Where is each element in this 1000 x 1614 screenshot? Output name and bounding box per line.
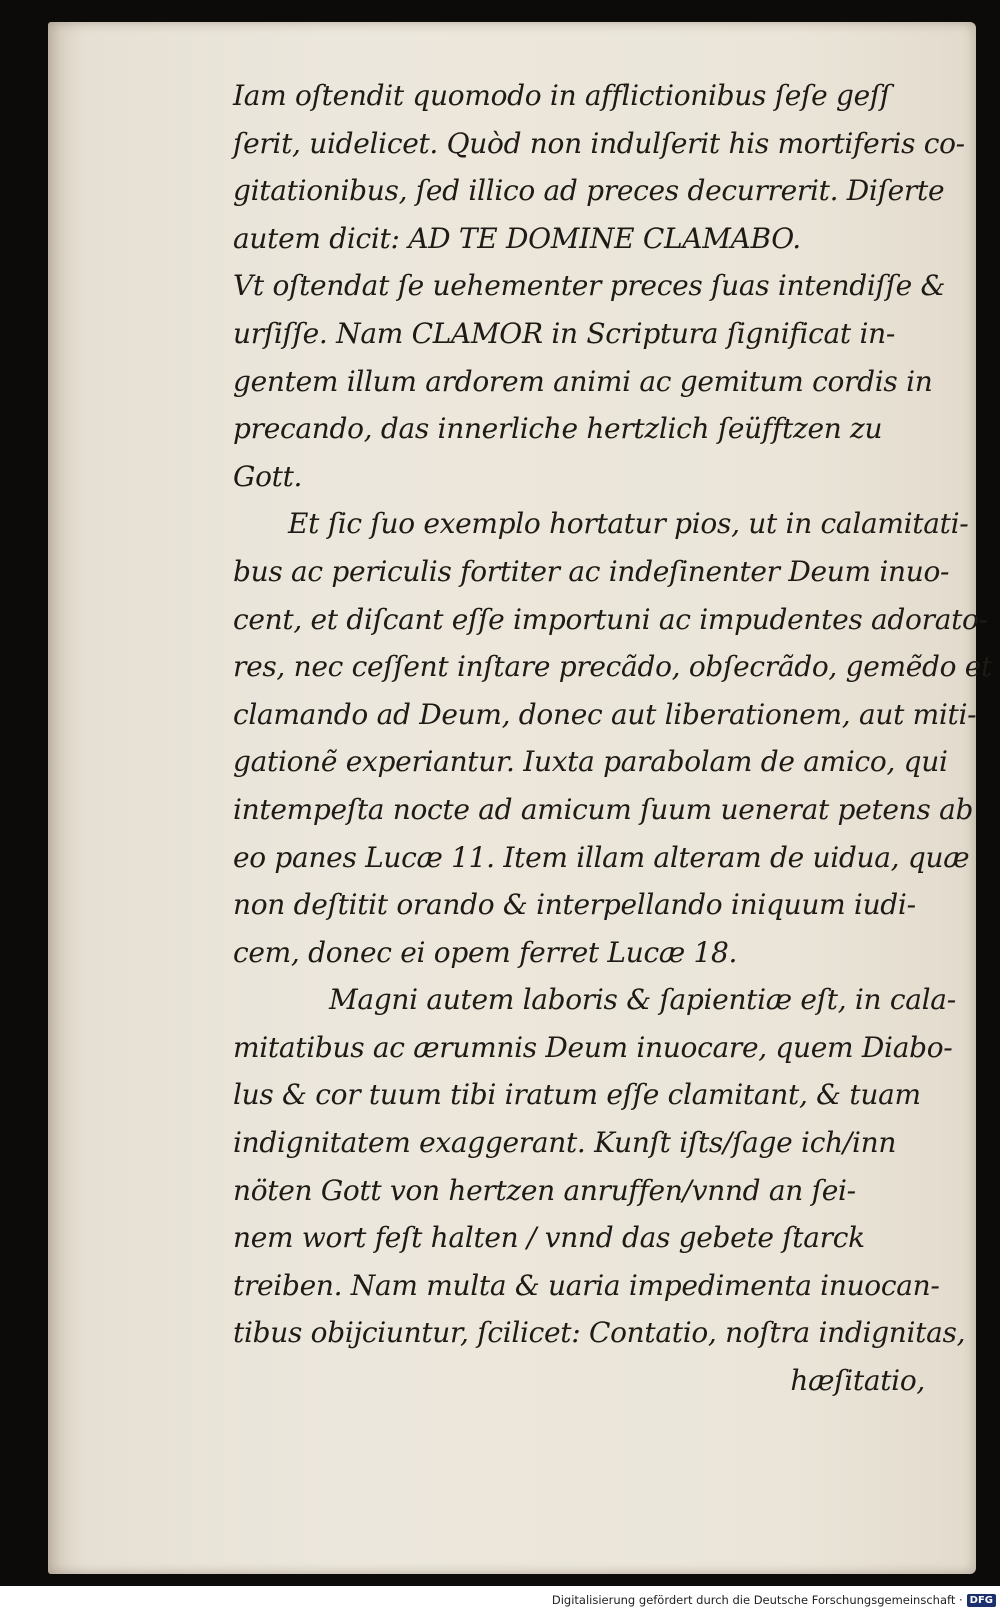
text-line: cem, donec ei opem ferret Lucæ 18. [233,935,738,969]
footer-text: Digitalisierung gefördert durch die Deutsche Forschungsgemeinschaft · [551,1593,963,1607]
text-line: urſiſſe. Nam CLAMOR in Scriptura ſignificat in- [233,316,896,350]
text-line: precando, das innerliche hertzlich ſeüfftzen zu [233,412,883,446]
text-line: intempeſta nocte ad amicum ſuum uenerat petens ab [233,792,974,826]
text-line: bus ac periculis fortiter ac indeſinenter Deum inuo- [233,554,950,588]
text-line: treiben. Nam multa & uaria impedimenta inuocan- [233,1268,940,1302]
text-line: eo panes Lucæ 11. Item illam alteram de uidua, quæ [233,840,970,874]
text-line: non deſtitit orando & interpellando iniquum iudi- [233,888,916,922]
text-line: Magni autem laboris & ſapientiæ eſt, in cala- [329,983,956,1017]
text-line: ſerit, uidelicet. Quòd non indulſerit his mortiferis co- [233,126,965,160]
text-line: indignitatem exaggerant. Kunſt iſts/ſage ich/inn [233,1126,897,1160]
text-line: cent, et diſcant eſſe importuni ac impudentes adorato- [233,602,988,636]
text-line: nöten Gott von hertzen anruffen/vnnd an ſei- [233,1173,856,1207]
text-line: Iam oſtendit quomodo in afflictionibus ſeſe geſſ [233,79,890,112]
text-line: gitationibus, ſed illico ad preces decurrerit. Diſerte [233,174,945,208]
digitization-footer [552,1589,996,1611]
catchword: hæſitatio, [790,1364,925,1398]
text-line: mitatibus ac ærumnis Deum inuocare, quem Diabo- [233,1030,953,1064]
text-line: res, nec ceſſent inſtare precãdo, obſecrãdo, gemẽdo et [233,650,993,684]
text-line: Vt oſtendat ſe uehementer preces ſuas intendiſſe & [233,269,946,303]
text-line: tibus obijciuntur, ſcilicet: Contatio, noſtra indignitas, [233,1316,966,1350]
dfg-logo: DFG [967,1594,996,1607]
text-line: Gott. [233,459,303,493]
text-line: Et ſic ſuo exemplo hortatur pios, ut in calamitati- [288,507,969,541]
text-line: gentem illum ardorem animi ac gemitum cordis in [233,364,933,398]
text-line: autem dicit: AD TE DOMINE CLAMABO. [233,221,801,255]
text-line: gationẽ experiantur. Iuxta parabolam de amico, qui [233,745,948,779]
text-line: nem wort feſt halten / vnnd das gebete ſtarck [233,1221,865,1255]
page-text [233,72,993,1405]
text-line: lus & cor tuum tibi iratum eſſe clamitant, & tuam [233,1078,921,1112]
text-line: clamando ad Deum, donec aut liberationem, aut miti- [233,697,977,731]
